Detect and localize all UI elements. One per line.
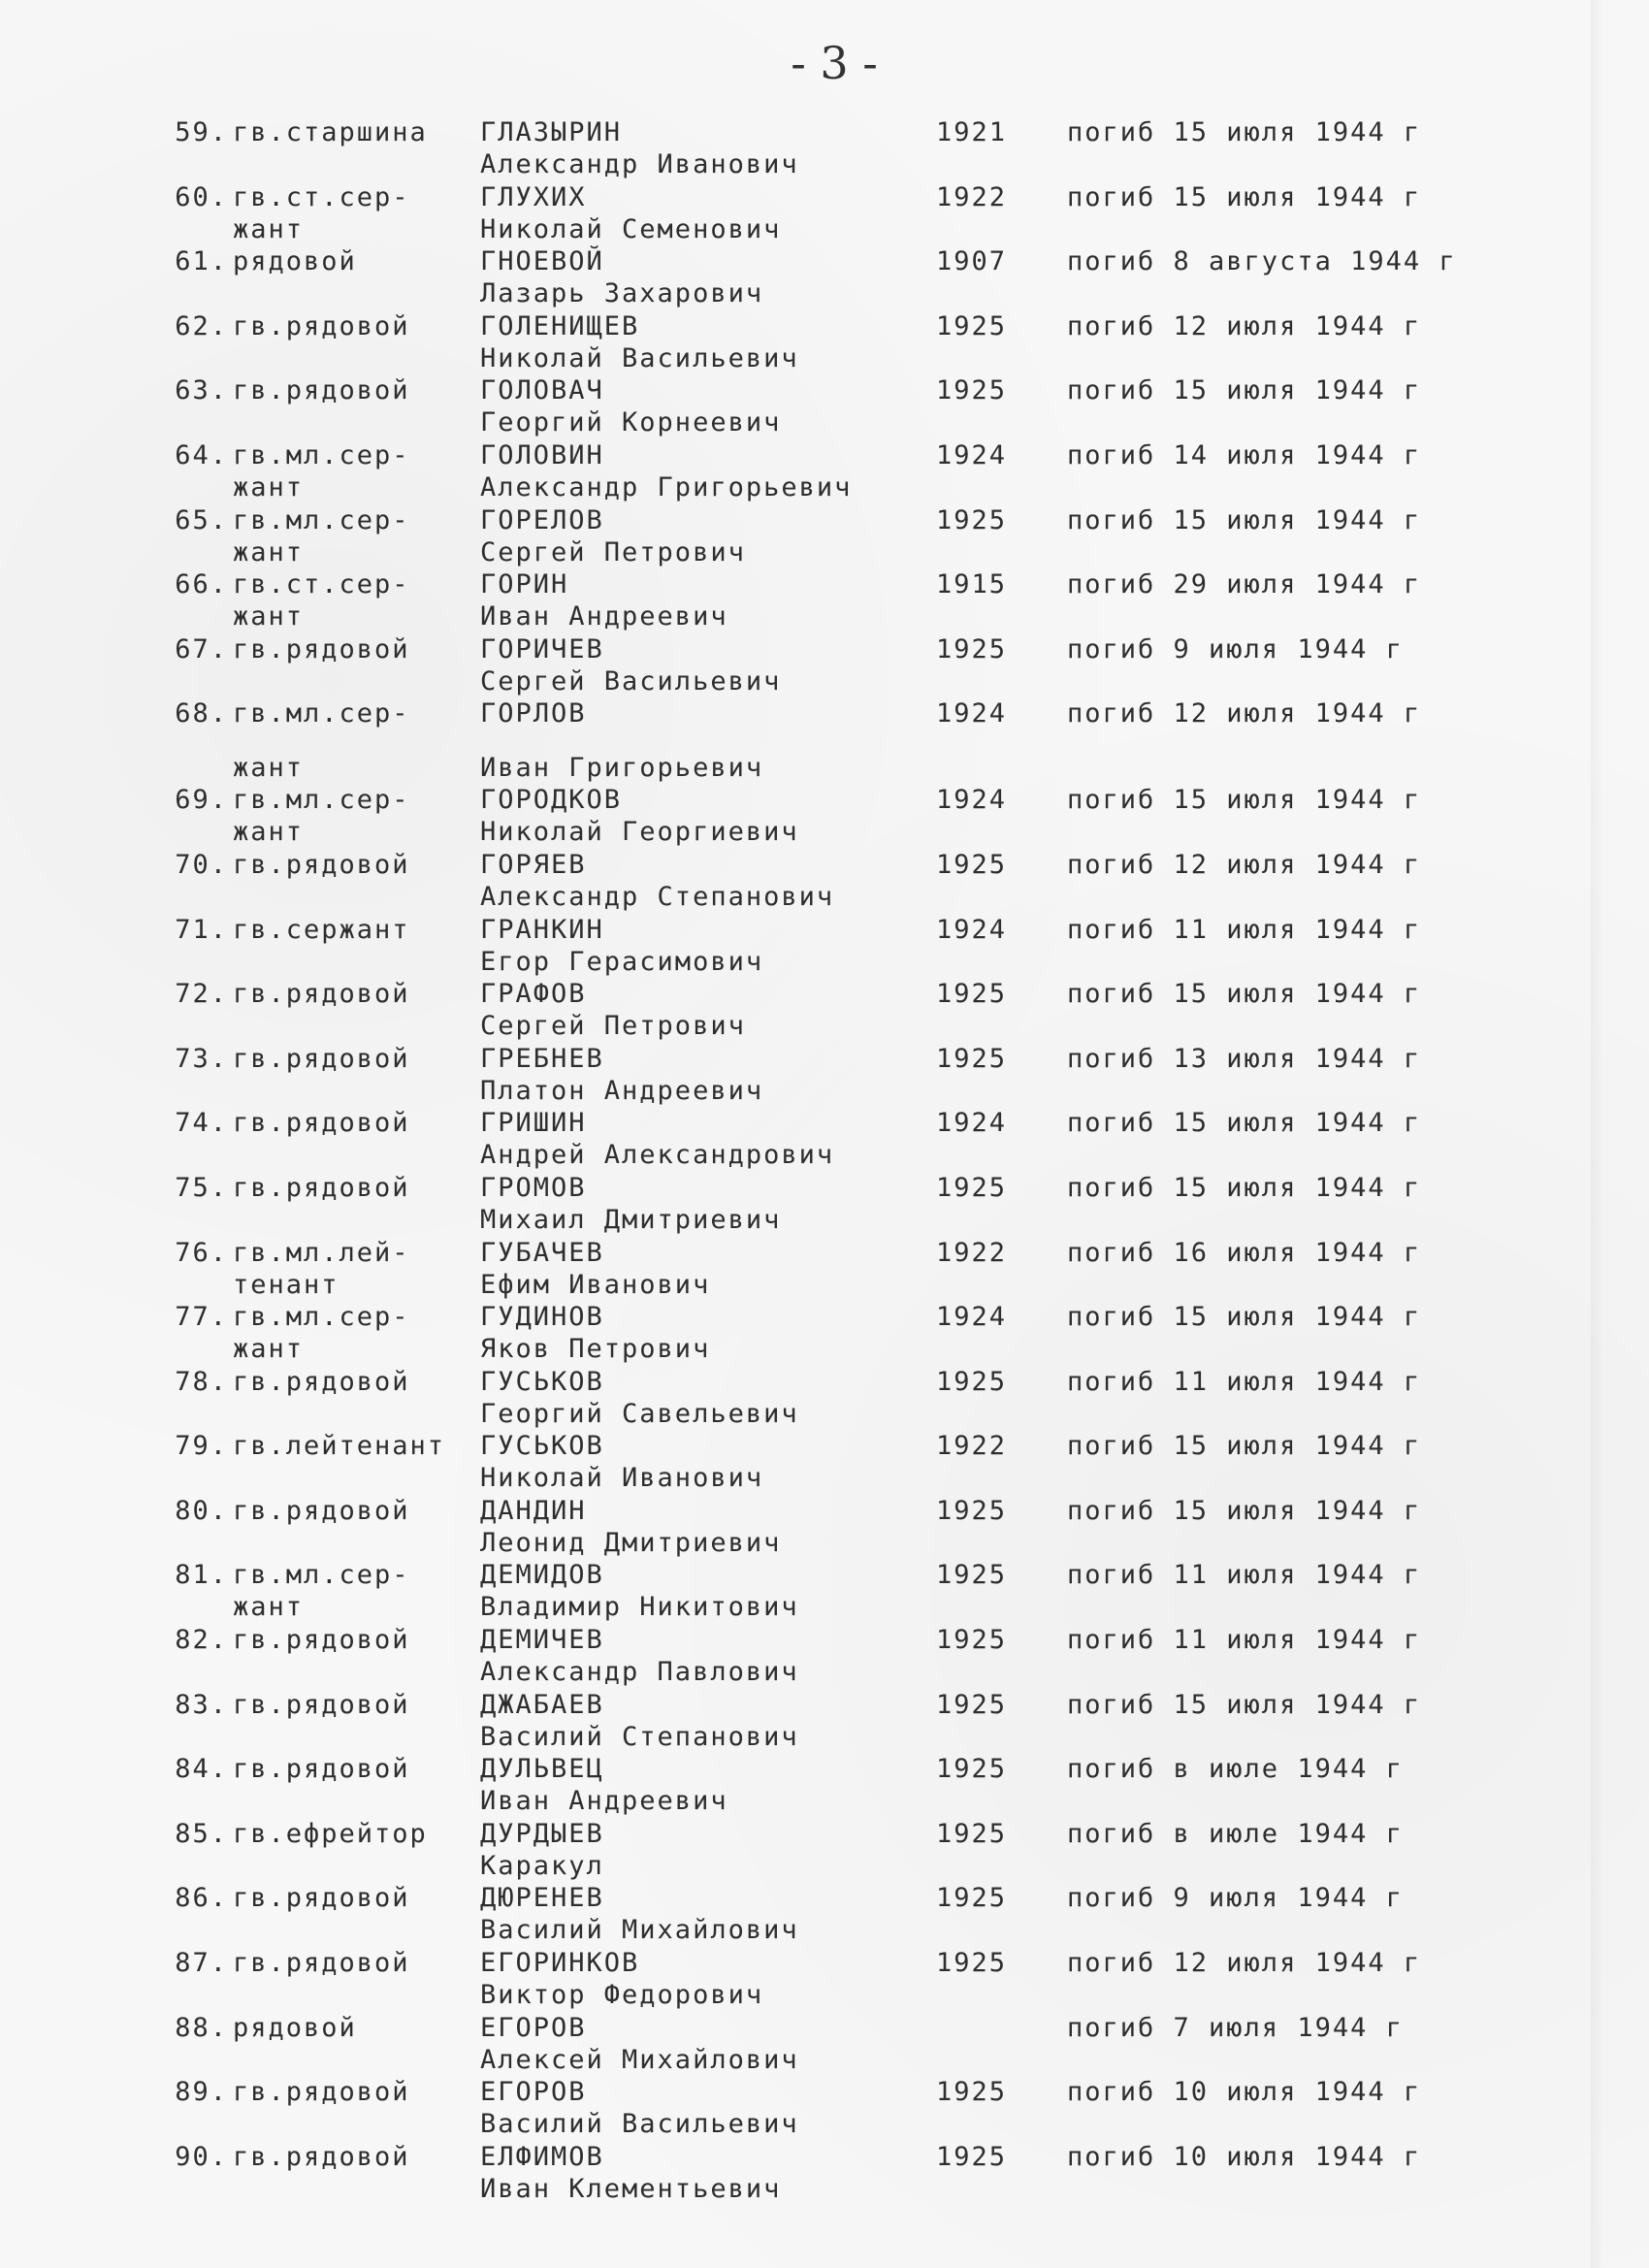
personnel-list bbox=[146, 112, 1504, 2204]
record-fate: погиб 15 июля 1944 г bbox=[1067, 117, 1422, 147]
list-item bbox=[146, 1684, 1504, 1752]
record-given-name: Георгий Савельевич bbox=[480, 1398, 799, 1429]
record-birth-year: 1925 bbox=[936, 1625, 1008, 1656]
list-item bbox=[146, 112, 1504, 177]
record-given-name: Александр Иванович bbox=[480, 149, 799, 179]
record-fate: погиб 15 июля 1944 г bbox=[1067, 181, 1422, 212]
record-birth-year: 1925 bbox=[936, 1560, 1008, 1591]
record-fate: погиб 15 июля 1944 г bbox=[1067, 1495, 1422, 1526]
record-fate: погиб в июле 1944 г bbox=[1067, 1754, 1404, 1785]
list-item bbox=[146, 1167, 1504, 1235]
record-rank: гв.рядовой bbox=[233, 1625, 410, 1656]
list-item bbox=[146, 1425, 1504, 1494]
record-rank: рядовой bbox=[233, 2012, 357, 2043]
record-birth-year: 1925 bbox=[936, 504, 1008, 535]
record-rank: гв.рядовой bbox=[233, 1172, 410, 1203]
list-item bbox=[146, 564, 1504, 632]
record-rank: гв.рядовой bbox=[233, 633, 410, 664]
list-item bbox=[146, 629, 1504, 697]
record-number: 64. bbox=[175, 439, 228, 470]
record-rank: гв.мл.сер- bbox=[233, 785, 410, 816]
record-rank-continued: жант bbox=[233, 601, 305, 632]
record-surname: ГОРЕЛОВ bbox=[480, 504, 604, 535]
record-number: 63. bbox=[175, 375, 228, 406]
record-number: 85. bbox=[175, 1818, 228, 1849]
record-surname: ГОРЛОВ bbox=[480, 698, 587, 729]
record-rank: гв.рядовой bbox=[233, 1043, 410, 1074]
record-fate: погиб 12 июля 1944 г bbox=[1067, 1948, 1422, 1979]
list-item bbox=[146, 909, 1504, 977]
record-fate: погиб 15 июля 1944 г bbox=[1067, 785, 1422, 816]
record-surname: ДЖАБАЕВ bbox=[480, 1689, 604, 1720]
record-rank: гв.рядовой bbox=[233, 375, 410, 406]
record-birth-year: 1925 bbox=[936, 375, 1008, 406]
record-fate: погиб 9 июля 1944 г bbox=[1067, 1883, 1404, 1914]
record-rank: гв.ст.сер- bbox=[233, 569, 410, 600]
record-number: 90. bbox=[175, 2141, 228, 2172]
record-fate: погиб 13 июля 1944 г bbox=[1067, 1043, 1422, 1074]
list-item bbox=[146, 779, 1504, 848]
record-rank: рядовой bbox=[233, 246, 357, 277]
record-number: 74. bbox=[175, 1108, 228, 1139]
list-item bbox=[146, 1877, 1504, 1946]
record-rank: гв.мл.сер- bbox=[233, 504, 410, 535]
list-item bbox=[146, 1361, 1504, 1429]
record-fate: погиб 14 июля 1944 г bbox=[1067, 439, 1422, 470]
list-item bbox=[146, 1813, 1504, 1881]
record-birth-year: 1925 bbox=[936, 1754, 1008, 1785]
record-fate: погиб 15 июля 1944 г bbox=[1067, 1108, 1422, 1139]
record-given-name: Николай Георгиевич bbox=[480, 817, 799, 848]
record-given-name: Иван Клементьевич bbox=[480, 2173, 782, 2204]
record-birth-year: 1925 bbox=[936, 1948, 1008, 1979]
list-item bbox=[146, 2136, 1504, 2204]
record-rank: гв.ефрейтор bbox=[233, 1818, 428, 1849]
record-given-name: Сергей Петрович bbox=[480, 536, 746, 567]
record-rank: гв.рядовой bbox=[233, 1883, 410, 1914]
record-given-name: Николай Иванович bbox=[480, 1463, 764, 1494]
record-rank: гв.рядовой bbox=[233, 2077, 410, 2108]
record-given-name: Иван Григорьевич bbox=[480, 753, 764, 784]
record-rank: гв.сержант bbox=[233, 914, 410, 945]
record-surname: ГРОМОВ bbox=[480, 1172, 587, 1203]
record-fate: погиб 7 июля 1944 г bbox=[1067, 2012, 1404, 2043]
record-given-name: Лазарь Захарович bbox=[480, 278, 764, 309]
record-given-name: Николай Семенович bbox=[480, 213, 782, 244]
list-item bbox=[146, 973, 1504, 1042]
record-fate: погиб 12 июля 1944 г bbox=[1067, 698, 1422, 729]
record-surname: ГОЛОВАЧ bbox=[480, 375, 604, 406]
record-birth-year: 1924 bbox=[936, 914, 1008, 945]
record-birth-year: 1925 bbox=[936, 1172, 1008, 1203]
record-fate: погиб 10 июля 1944 г bbox=[1067, 2141, 1422, 2172]
record-number: 78. bbox=[175, 1366, 228, 1397]
record-surname: ГРИШИН bbox=[480, 1108, 587, 1139]
record-given-name: Владимир Никитович bbox=[480, 1592, 799, 1623]
record-surname: ГОЛЕНИЩЕВ bbox=[480, 310, 640, 341]
record-birth-year: 1925 bbox=[936, 979, 1008, 1010]
record-fate: погиб 12 июля 1944 г bbox=[1067, 849, 1422, 880]
record-birth-year: 1922 bbox=[936, 1237, 1008, 1268]
list-item bbox=[146, 306, 1504, 371]
record-fate: погиб 15 июля 1944 г bbox=[1067, 1302, 1422, 1333]
record-surname: ГЛАЗЫРИН bbox=[480, 117, 623, 147]
record-number: 60. bbox=[175, 181, 228, 212]
record-given-name: Александр Степанович bbox=[480, 881, 835, 912]
record-given-name: Алексей Михайлович bbox=[480, 2044, 799, 2075]
record-rank: гв.старшина bbox=[233, 117, 428, 147]
record-surname: ДУРДЫЕВ bbox=[480, 1818, 604, 1849]
record-given-name: Александр Павлович bbox=[480, 1657, 799, 1688]
record-number: 72. bbox=[175, 979, 228, 1010]
record-surname: ДУЛЬВЕЦ bbox=[480, 1754, 604, 1785]
record-fate: погиб 29 июля 1944 г bbox=[1067, 569, 1422, 600]
record-number: 80. bbox=[175, 1495, 228, 1526]
list-item bbox=[146, 844, 1504, 912]
record-fate: погиб 15 июля 1944 г bbox=[1067, 375, 1422, 406]
record-surname: ГУСЬКОВ bbox=[480, 1431, 604, 1462]
record-rank: гв.рядовой bbox=[233, 1366, 410, 1397]
record-birth-year: 1925 bbox=[936, 1689, 1008, 1720]
record-surname: ДАНДИН bbox=[480, 1495, 587, 1526]
record-rank: гв.мл.сер- bbox=[233, 1302, 410, 1333]
record-birth-year: 1925 bbox=[936, 1818, 1008, 1849]
record-number: 70. bbox=[175, 849, 228, 880]
record-rank-continued: жант bbox=[233, 1592, 305, 1623]
record-rank: гв.мл.сер- bbox=[233, 698, 410, 729]
record-number: 88. bbox=[175, 2012, 228, 2043]
record-given-name: Егор Герасимович bbox=[480, 946, 764, 977]
record-surname: ЕЛФИМОВ bbox=[480, 2141, 604, 2172]
record-surname: ЕГОРОВ bbox=[480, 2012, 587, 2043]
record-surname: ГОЛОВИН bbox=[480, 439, 604, 470]
record-rank: гв.ст.сер- bbox=[233, 181, 410, 212]
record-number: 75. bbox=[175, 1172, 228, 1203]
record-rank: гв.мл.сер- bbox=[233, 1560, 410, 1591]
record-fate: погиб 15 июля 1944 г bbox=[1067, 504, 1422, 535]
record-fate: погиб 12 июля 1944 г bbox=[1067, 310, 1422, 341]
list-item bbox=[146, 177, 1504, 242]
list-item bbox=[146, 2007, 1504, 2075]
record-fate: погиб 11 июля 1944 г bbox=[1067, 1625, 1422, 1656]
record-given-name: Александр Григорьевич bbox=[480, 471, 853, 502]
list-item bbox=[146, 1942, 1504, 2011]
record-surname: ГУСЬКОВ bbox=[480, 1366, 604, 1397]
record-fate: погиб 10 июля 1944 г bbox=[1067, 2077, 1422, 2108]
record-number: 86. bbox=[175, 1883, 228, 1914]
record-number: 65. bbox=[175, 504, 228, 535]
record-number: 59. bbox=[175, 117, 228, 147]
record-birth-year: 1925 bbox=[936, 1043, 1008, 1074]
record-given-name: Ефим Иванович bbox=[480, 1269, 711, 1300]
list-item bbox=[146, 500, 1504, 565]
record-surname: ГРАФОВ bbox=[480, 979, 587, 1010]
record-given-name: Иван Андреевич bbox=[480, 601, 728, 632]
record-rank: гв.рядовой bbox=[233, 1754, 410, 1785]
scan-edge-shadow bbox=[1591, 0, 1604, 2268]
record-rank: гв.рядовой bbox=[233, 310, 410, 341]
page-number: - 3 - bbox=[791, 37, 878, 89]
record-birth-year: 1924 bbox=[936, 785, 1008, 816]
record-fate: погиб 15 июля 1944 г bbox=[1067, 1172, 1422, 1203]
record-surname: ЕГОРИНКОВ bbox=[480, 1948, 640, 1979]
record-fate: погиб 9 июля 1944 г bbox=[1067, 633, 1404, 664]
list-item bbox=[146, 1748, 1504, 1817]
record-given-name: Андрей Александрович bbox=[480, 1140, 835, 1171]
record-number: 83. bbox=[175, 1689, 228, 1720]
record-number: 71. bbox=[175, 914, 228, 945]
record-given-name: Михаил Дмитриевич bbox=[480, 1204, 782, 1235]
record-given-name: Сергей Петрович bbox=[480, 1011, 746, 1042]
record-fate: погиб 16 июля 1944 г bbox=[1067, 1237, 1422, 1268]
record-given-name: Каракул bbox=[480, 1850, 604, 1881]
record-fate: погиб 11 июля 1944 г bbox=[1067, 1560, 1422, 1591]
record-surname: ГУДИНОВ bbox=[480, 1302, 604, 1333]
record-given-name: Василий Степанович bbox=[480, 1721, 799, 1752]
record-surname: ГНОЕВОЙ bbox=[480, 246, 604, 277]
record-birth-year: 1924 bbox=[936, 698, 1008, 729]
record-given-name: Иван Андреевич bbox=[480, 1786, 728, 1817]
record-fate: погиб 11 июля 1944 г bbox=[1067, 1366, 1422, 1397]
record-number: 67. bbox=[175, 633, 228, 664]
record-given-name: Виктор Федорович bbox=[480, 1980, 764, 2011]
record-surname: ГРАНКИН bbox=[480, 914, 604, 945]
list-item bbox=[146, 241, 1504, 309]
record-birth-year: 1921 bbox=[936, 117, 1008, 147]
record-birth-year: 1924 bbox=[936, 439, 1008, 470]
list-item bbox=[146, 1038, 1504, 1106]
record-number: 73. bbox=[175, 1043, 228, 1074]
record-rank-continued: жант bbox=[233, 753, 305, 784]
record-surname: ГУБАЧЕВ bbox=[480, 1237, 604, 1268]
record-number: 69. bbox=[175, 785, 228, 816]
record-surname: ГОРИН bbox=[480, 569, 569, 600]
record-birth-year: 1922 bbox=[936, 181, 1008, 212]
record-surname: ГОРИЧЕВ bbox=[480, 633, 604, 664]
record-number: 89. bbox=[175, 2077, 228, 2108]
record-birth-year: 1925 bbox=[936, 310, 1008, 341]
record-birth-year: 1924 bbox=[936, 1108, 1008, 1139]
record-fate: погиб в июле 1944 г bbox=[1067, 1818, 1404, 1849]
list-item bbox=[146, 1232, 1504, 1300]
record-rank: гв.мл.сер- bbox=[233, 439, 410, 470]
record-number: 87. bbox=[175, 1948, 228, 1979]
record-surname: ГЛУХИХ bbox=[480, 181, 587, 212]
record-birth-year: 1925 bbox=[936, 633, 1008, 664]
record-birth-year: 1925 bbox=[936, 1495, 1008, 1526]
list-item bbox=[146, 693, 1504, 784]
record-given-name: Леонид Дмитриевич bbox=[480, 1527, 782, 1558]
record-given-name: Платон Андреевич bbox=[480, 1075, 764, 1106]
record-rank: гв.рядовой bbox=[233, 1495, 410, 1526]
record-given-name: Николай Васильевич bbox=[480, 342, 799, 373]
record-rank: гв.рядовой bbox=[233, 979, 410, 1010]
record-rank: гв.рядовой bbox=[233, 1108, 410, 1139]
record-given-name: Георгий Корнеевич bbox=[480, 407, 782, 438]
record-number: 82. bbox=[175, 1625, 228, 1656]
list-item bbox=[146, 1296, 1504, 1365]
record-surname: ГРЕБНЕВ bbox=[480, 1043, 604, 1074]
record-fate: погиб 15 июля 1944 г bbox=[1067, 1431, 1422, 1462]
record-number: 62. bbox=[175, 310, 228, 341]
record-fate: погиб 15 июля 1944 г bbox=[1067, 1689, 1422, 1720]
record-surname: ЕГОРОВ bbox=[480, 2077, 587, 2108]
record-rank-continued: жант bbox=[233, 213, 305, 244]
list-item bbox=[146, 435, 1504, 500]
record-given-name: Василий Михайлович bbox=[480, 1915, 799, 1946]
list-item bbox=[146, 1554, 1504, 1623]
record-number: 77. bbox=[175, 1302, 228, 1333]
record-birth-year: 1925 bbox=[936, 1366, 1008, 1397]
list-item bbox=[146, 1490, 1504, 1558]
record-number: 66. bbox=[175, 569, 228, 600]
record-rank: гв.рядовой bbox=[233, 1689, 410, 1720]
record-surname: ДЮРЕНЕВ bbox=[480, 1883, 604, 1914]
record-number: 84. bbox=[175, 1754, 228, 1785]
record-surname: ДЕМИДОВ bbox=[480, 1560, 604, 1591]
record-birth-year: 1925 bbox=[936, 2077, 1008, 2108]
record-rank-continued: жант bbox=[233, 471, 305, 502]
record-surname: ГОРЯЕВ bbox=[480, 849, 587, 880]
record-number: 81. bbox=[175, 1560, 228, 1591]
record-birth-year: 1924 bbox=[936, 1302, 1008, 1333]
record-rank: гв.рядовой bbox=[233, 2141, 410, 2172]
record-given-name: Сергей Васильевич bbox=[480, 665, 782, 697]
list-item bbox=[146, 2071, 1504, 2140]
record-rank-continued: тенант bbox=[233, 1269, 340, 1300]
record-rank: гв.рядовой bbox=[233, 1948, 410, 1979]
record-number: 68. bbox=[175, 698, 228, 729]
record-given-name: Василий Васильевич bbox=[480, 2109, 799, 2140]
record-fate: погиб 11 июля 1944 г bbox=[1067, 914, 1422, 945]
record-rank: гв.лейтенант bbox=[233, 1431, 446, 1462]
record-fate: погиб 8 августа 1944 г bbox=[1067, 246, 1457, 277]
record-birth-year: 1925 bbox=[936, 2141, 1008, 2172]
record-birth-year: 1925 bbox=[936, 1883, 1008, 1914]
record-surname: ГОРОДКОВ bbox=[480, 785, 623, 816]
record-number: 61. bbox=[175, 246, 228, 277]
list-item bbox=[146, 1102, 1504, 1171]
record-number: 76. bbox=[175, 1237, 228, 1268]
record-birth-year: 1922 bbox=[936, 1431, 1008, 1462]
record-surname: ДЕМИЧЕВ bbox=[480, 1625, 604, 1656]
record-fate: погиб 15 июля 1944 г bbox=[1067, 979, 1422, 1010]
list-item bbox=[146, 370, 1504, 438]
record-number: 79. bbox=[175, 1431, 228, 1462]
record-rank: гв.рядовой bbox=[233, 849, 410, 880]
record-birth-year: 1907 bbox=[936, 246, 1008, 277]
record-rank-continued: жант bbox=[233, 817, 305, 848]
list-item bbox=[146, 1619, 1504, 1688]
record-rank-continued: жант bbox=[233, 536, 305, 567]
record-rank-continued: жант bbox=[233, 1334, 305, 1365]
record-birth-year: 1915 bbox=[936, 569, 1008, 600]
record-given-name: Яков Петрович bbox=[480, 1334, 711, 1365]
record-rank: гв.мл.лей- bbox=[233, 1237, 410, 1268]
record-birth-year: 1925 bbox=[936, 849, 1008, 880]
